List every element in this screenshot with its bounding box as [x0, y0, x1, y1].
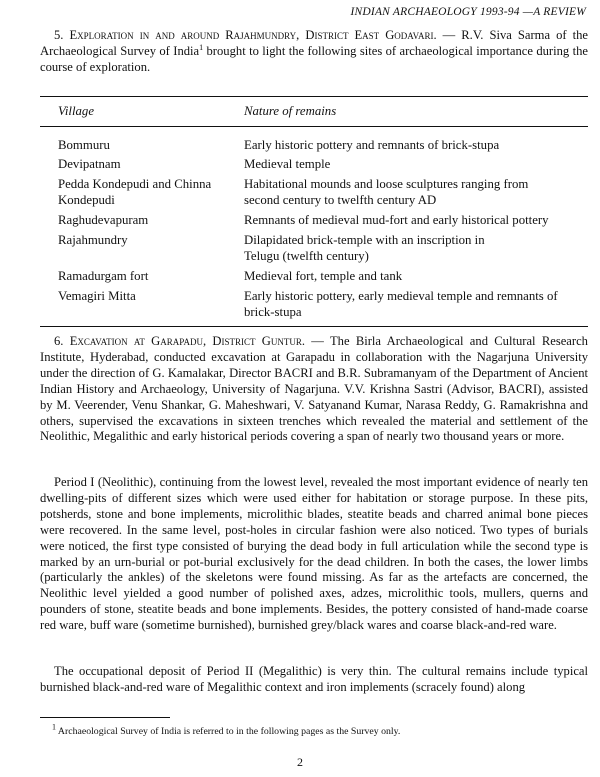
section-6-heading: 6. Excavation at Garapadu, District Guntur. — [54, 334, 306, 348]
footnote-reference: 1 — [199, 42, 204, 52]
footnote-rule — [40, 717, 170, 718]
table-bottom-rule — [40, 326, 588, 327]
section-5-text-b: brought to light the following sites of archaeological importance during the course of exploration. — [40, 43, 588, 74]
remains-cell: Early historic pottery and remnants of brick-stupa — [244, 138, 500, 152]
section-5-heading: 5. Exploration in and around Rajahmundry, District East Godavari. — [54, 28, 437, 42]
remains-cell: Medieval fort, temple and tank — [244, 269, 403, 283]
page-number: 2 — [297, 755, 303, 769]
remains-cell: Dilapidated brick-temple with an inscription in Telugu (twelfth century) — [244, 233, 485, 263]
period-1-paragraph: Period I (Neolithic), continuing from the lowest level, revealed the most important evidence of nearly ten dwelling-pits of different sizes which were used either for habitation or storage purpose. In these pits, potsherds, stone and bone implements, microlithic blades, steatite beads and charred animal bone pieces were recovered. In the same level, post-holes in circular fashion were also noticed. Two types of burials were noticed, the first type consisted of burying the dead body in full articulation while the second type is marked by an urn-burial or pot-burial exclusively for the dead children. In both the cases, the lower limbs (particularly the ankles) of the skeletons were found missing. As far as the artefacts are concerned, the Neolithic level yielded a good number of polished axes, adzes, microlithic tools, mullers, querns and pounders of stone, steatite beads and bone implements. Besides, the pottery consisted of hand-made coarse red ware, buff ware (sometime burnished), burnished grey/black wares and coarse black-and-red ware. — [40, 475, 588, 633]
running-header: INDIAN ARCHAEOLOGY 1993-94 —A REVIEW — [350, 6, 586, 18]
village-cell: Devipatnam — [58, 157, 121, 171]
footnote-mark: 1 — [52, 722, 56, 732]
remains-cell: Medieval temple — [244, 157, 331, 171]
section-6-paragraph — [40, 334, 588, 445]
footnote-text: Archaeological Survey of India is referred to in the following pages as the Survey only. — [56, 726, 401, 737]
column-header-remains: Nature of remains — [244, 104, 337, 118]
village-cell: Rajahmundry — [58, 233, 128, 247]
section-5-paragraph — [40, 28, 588, 76]
table-top-rule — [40, 96, 588, 97]
remains-cell: Remnants of medieval mud-fort and early historical pottery — [244, 213, 549, 227]
remains-cell: Habitational mounds and loose sculptures ranging from second century to twelfth century AD — [244, 177, 529, 207]
section-5-text-a: — R.V. Siva Sarma of the Archaeological Survey of India — [40, 28, 588, 58]
remains-cell: Early historic pottery, early medieval temple and remnants of brick-stupa — [244, 289, 558, 319]
footnote — [52, 722, 401, 737]
table-header-rule — [40, 126, 588, 127]
village-cell: Pedda Kondepudi and Chinna Kondepudi — [58, 177, 212, 207]
village-cell: Bommuru — [58, 138, 110, 152]
village-cell: Ramadurgam fort — [58, 269, 149, 283]
section-6-text: — The Birla Archaeological and Cultural Research Institute, Hyderabad, conducted excavation at Garapadu in collaboration with the Nagarjuna University under the direction of G. Kamalakar, Director BACRI and B.R. Subramanyam of the Department of Ancient Indian History and Archaeology, University of Nagarjuna. V.V. Krishna Sastri (Advisor, BACRI), assisted by M. Veerender, Venu Shankar, G. Maheshwari, V. Satyanand Kumar, Narasa Reddy, G. Ramakrishna and others, supervised the excavations in sixteen trenches which revealed the material and settlement of the Neolithic, Megalithic and early historical periods covering a span of nearly two thousand years or more. — [40, 334, 588, 444]
village-cell: Raghudevapuram — [58, 213, 149, 227]
period-2-paragraph: The occupational deposit of Period II (Megalithic) is very thin. The cultural remains include typical burnished black-and-red ware of Megalithic context and iron implements (scracely found) along — [40, 664, 588, 694]
village-cell: Vemagiri Mitta — [58, 289, 136, 303]
column-header-village: Village — [58, 104, 95, 118]
